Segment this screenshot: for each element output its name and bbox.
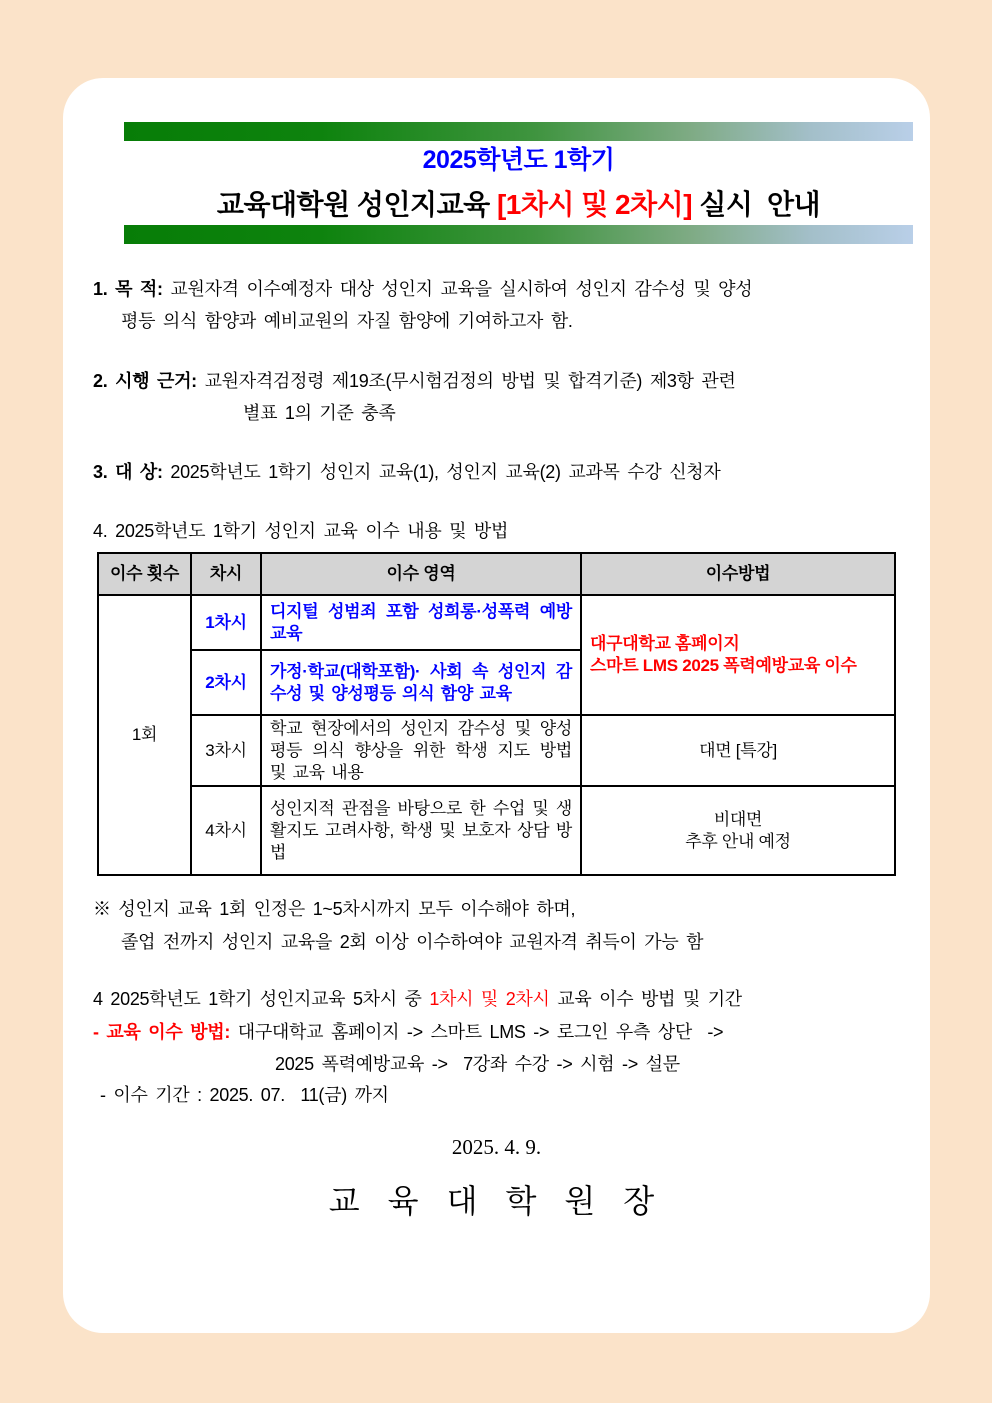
header-area: 이수 영역 xyxy=(261,553,581,595)
purpose-text: 교원자격 이수예정자 대상 성인지 교육을 실시하여 성인지 감수성 및 양성 xyxy=(162,279,753,299)
table-row xyxy=(98,786,895,875)
signer-title: 교 육 대 학 원 장 xyxy=(328,1183,665,1219)
method-4-line1: 비대면 xyxy=(713,810,763,829)
session-2-cell: 2차시 xyxy=(191,650,261,715)
basis-text: 교원자격검정령 제19조(무시험검정의 방법 및 합격기준) 제3항 관련 xyxy=(196,371,736,391)
rounds-cell: 1회 xyxy=(98,595,191,875)
completion-table xyxy=(97,552,896,876)
notice-title-pre: 교육대학원 성인지교육 xyxy=(216,189,497,220)
table-row xyxy=(98,595,895,650)
target-label: 3. 대 상: xyxy=(93,462,163,482)
notice-date: 2025. 4. 9. xyxy=(451,1135,542,1159)
completion-period: - 이수 기간 : 2025. 07. 11(금) 까지 xyxy=(100,1085,389,1105)
header-method: 이수방법 xyxy=(581,553,895,595)
completion-method-line-2: 2025 폭력예방교육 -> 7강좌 수강 -> 시험 -> 설문 xyxy=(275,1054,680,1074)
area-4-cell: 성인지적 관점을 바탕으로 한 수업 및 생활지도 고려사항, 학생 및 보호자 상담 방법 xyxy=(261,786,581,875)
completion-heading xyxy=(93,985,742,1011)
method-1-2-cell xyxy=(581,595,895,715)
completion-heading-pre: 4 2025학년도 1학기 성인지교육 5차시 중 xyxy=(93,989,430,1009)
completion-method-text: 대구대학교 홈페이지 -> 스마트 LMS -> 로그인 우측 상단 -> xyxy=(230,1022,724,1042)
session-1-cell: 1차시 xyxy=(191,595,261,650)
notice-card xyxy=(63,78,930,1333)
completion-heading-highlight: 1차시 및 2차시 xyxy=(429,989,550,1009)
basis-line-1 xyxy=(93,367,736,393)
method-4-line2: 추후 안내 예정 xyxy=(685,831,791,851)
method-4-cell xyxy=(581,786,895,875)
method-1-2-line1: 대구대학교 홈페이지 xyxy=(590,634,740,654)
completion-method-line-1 xyxy=(93,1018,723,1044)
header-gradient-bar-top xyxy=(124,122,913,141)
notice-title xyxy=(124,183,913,223)
notice-title-highlight: [1차시 및 2차시] xyxy=(496,189,693,220)
note-line-2: 졸업 전까지 성인지 교육을 2회 이상 이수하여야 교원자격 취득이 가능 함 xyxy=(121,932,704,952)
area-3-cell: 학교 현장에서의 성인지 감수성 및 양성평등 의식 향상을 위한 학생 지도 방법 및 교육 내용 xyxy=(261,715,581,786)
header-gradient-bar-bottom xyxy=(124,225,913,244)
basis-label: 2. 시행 근거: xyxy=(93,371,197,391)
area-2-cell: 가정·학교(대학포함)· 사회 속 성인지 감수성 및 양성평등 의식 함양 교육 xyxy=(261,650,581,715)
purpose-line-2: 평등 의식 함양과 예비교원의 자질 함양에 기여하고자 함. xyxy=(121,311,573,331)
method-1-2-line2: 스마트 LMS 2025 폭력예방교육 이수 xyxy=(590,656,857,675)
session-3-cell: 3차시 xyxy=(191,715,261,786)
purpose-label: 1. 목 적: xyxy=(93,279,163,299)
area-1-cell: 디지털 성범죄 포함 성희롱·성폭력 예방교육 xyxy=(261,595,581,650)
note-line-1: ※ 성인지 교육 1회 인정은 1~5차시까지 모두 이수해야 하며, xyxy=(93,899,576,919)
method-3-cell: 대면 [특강] xyxy=(581,715,895,786)
notice-title-post: 실시 안내 xyxy=(692,189,821,220)
purpose-line-1 xyxy=(93,275,752,301)
target-line xyxy=(93,458,720,484)
completion-method-label: - 교육 이수 방법: xyxy=(93,1022,231,1042)
header-session: 차시 xyxy=(191,553,261,595)
basis-line-2: 별표 1의 기준 충족 xyxy=(243,403,396,423)
completion-heading-post: 교육 이수 방법 및 기간 xyxy=(549,989,742,1009)
table-header-row xyxy=(98,553,895,595)
session-4-cell: 4차시 xyxy=(191,786,261,875)
table-title: 4. 2025학년도 1학기 성인지 교육 이수 내용 및 방법 xyxy=(93,521,509,541)
semester-title: 2025학년도 1학기 xyxy=(422,146,615,174)
table-row xyxy=(98,715,895,786)
header-rounds: 이수 횟수 xyxy=(98,553,191,595)
target-text: 2025학년도 1학기 성인지 교육(1), 성인지 교육(2) 교과목 수강 신청자 xyxy=(162,462,721,482)
